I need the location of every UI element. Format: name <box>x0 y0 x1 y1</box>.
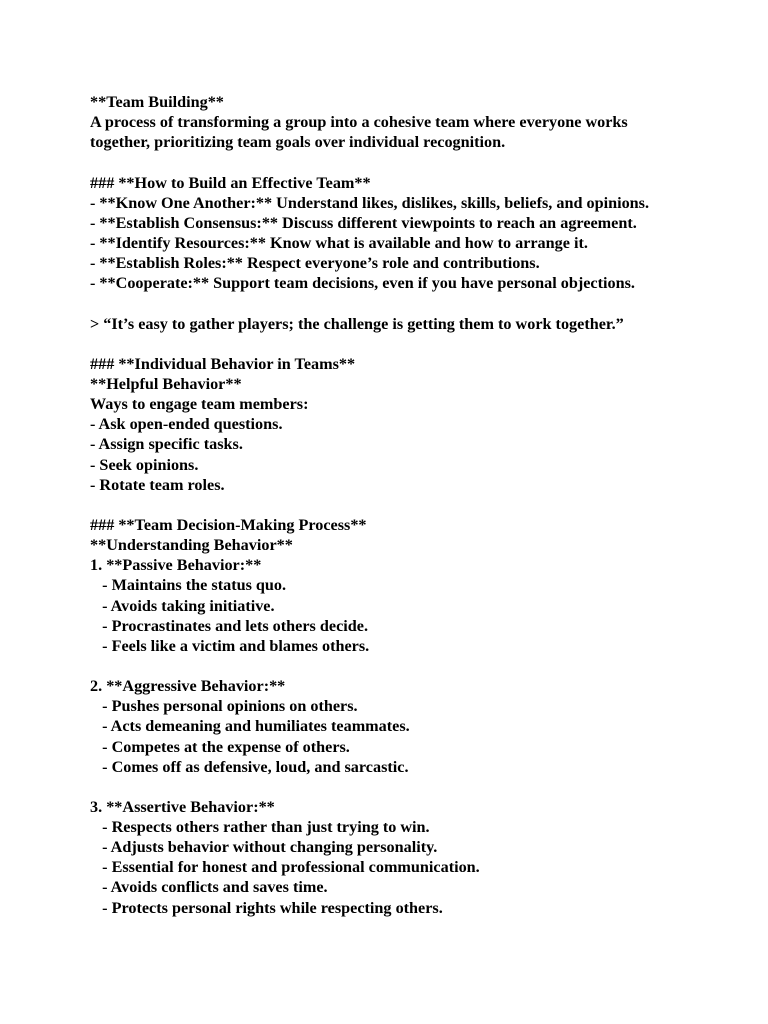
text-line: - Procrastinates and lets others decide. <box>90 616 368 635</box>
text-line: ### **Individual Behavior in Teams** <box>90 354 356 373</box>
text-line: - Seek opinions. <box>90 455 199 474</box>
text-line: - Rotate team roles. <box>90 475 225 494</box>
text-line: 2. **Aggressive Behavior:** <box>90 677 286 696</box>
text-line: Ways to engage team members: <box>90 395 309 414</box>
text-line: - **Cooperate:** Support team decisions, even if you have personal objections. <box>90 274 635 293</box>
blank-line <box>90 495 750 515</box>
text-line: together, prioritizing team goals over individual recognition. <box>90 133 506 152</box>
blank-line <box>90 293 750 313</box>
text-line: - Protects personal rights while respecting others. <box>90 898 443 917</box>
text-line: - Feels like a victim and blames others. <box>90 636 370 655</box>
text-line: - Avoids conflicts and saves time. <box>90 878 328 897</box>
text-line: - Acts demeaning and humiliates teammates. <box>90 717 410 736</box>
blank-line <box>90 334 750 354</box>
text-line: - Assign specific tasks. <box>90 435 243 454</box>
text-line: **Helpful Behavior** <box>90 374 242 393</box>
text-line: - Ask open-ended questions. <box>90 415 283 434</box>
text-line: - Comes off as defensive, loud, and sarcastic. <box>90 757 409 776</box>
text-line: - Competes at the expense of others. <box>90 737 350 756</box>
text-line: 3. **Assertive Behavior:** <box>90 797 275 816</box>
text-line: - **Know One Another:** Understand likes, dislikes, skills, beliefs, and opinions. <box>90 193 650 212</box>
text-line: **Team Building** <box>90 93 224 111</box>
text-line: > “It’s easy to gather players; the challenge is getting them to work together.” <box>90 314 624 333</box>
text-line: ### **Team Decision-Making Process** <box>90 515 367 534</box>
text-line: - Avoids taking initiative. <box>90 596 275 615</box>
text-line: **Understanding Behavior** <box>90 536 293 555</box>
text-line: - Adjusts behavior without changing personality. <box>90 838 438 857</box>
text-line: - Pushes personal opinions on others. <box>90 697 358 716</box>
text-line: - **Establish Roles:** Respect everyone’s role and contributions. <box>90 254 540 273</box>
text-line: A process of transforming a group into a cohesive team where everyone works <box>90 113 628 132</box>
text-line: - Respects others rather than just trying to win. <box>90 818 430 837</box>
text-line: - **Identify Resources:** Know what is available and how to arrange it. <box>90 233 588 252</box>
document-body <box>90 92 750 918</box>
blank-line <box>90 777 750 797</box>
blank-line <box>90 152 750 172</box>
text-line: - Maintains the status quo. <box>90 576 287 595</box>
text-line: - **Establish Consensus:** Discuss different viewpoints to reach an agreement. <box>90 213 637 232</box>
text-line: 1. **Passive Behavior:** <box>90 556 262 575</box>
text-line: ### **How to Build an Effective Team** <box>90 173 371 192</box>
text-line: - Essential for honest and professional communication. <box>90 858 480 877</box>
blank-line <box>90 656 750 676</box>
